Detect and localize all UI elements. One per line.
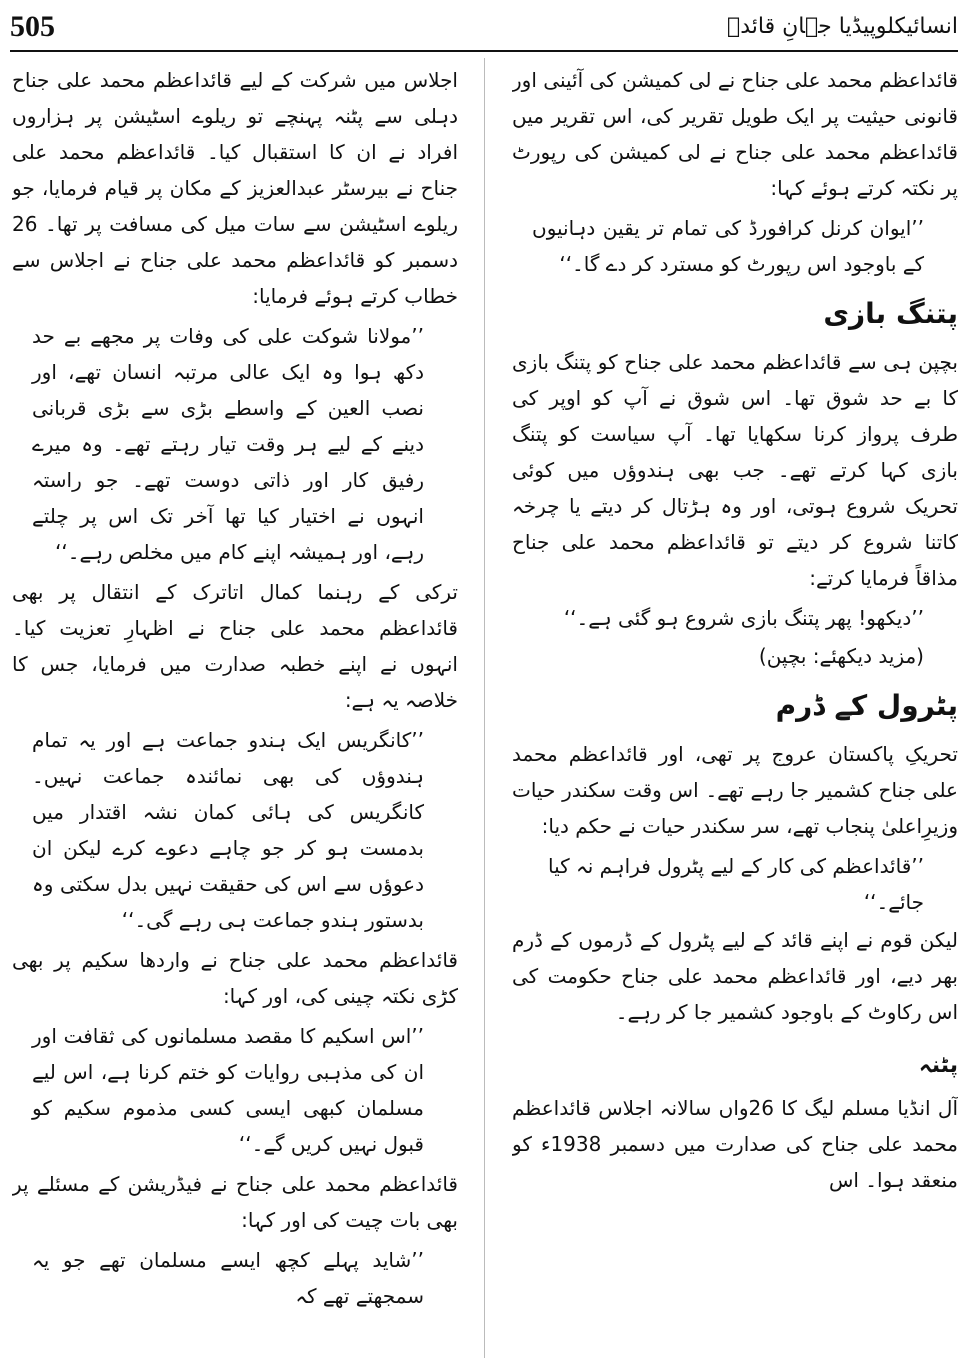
quote: ’’مولانا شوکت علی کی وفات پر مجھے بے حد دکھ ہوا وہ ایک عالی مرتبہ انسان تھے، اور نصب العین کے واسطے بڑی سے بڑی قربانی دینے کے لیے ہر وقت تیار رہتے تھے۔ وہ میرے رفیق کار اور ذاتی دوست تھے۔ جو راستہ انہوں نے اختیار کیا تھا آخر تک اس پر چلتے رہے، اور ہمیشہ اپنے کام میں مخلص رہے۔‘‘ (32, 324, 424, 564)
page-number: 505 (10, 10, 55, 43)
section-heading-kite-flying: پتنگ بازی (823, 297, 958, 330)
column-divider (484, 58, 485, 1358)
quote: ’’ایوان کرنل کرافورڈ کی تمام تر یقین دہانیوں کے باوجود اس رپورٹ کو مسترد کر دے گا۔‘‘ (532, 216, 924, 276)
running-title: انسائیکلوپیڈیا جہانِ قائدؒ (727, 14, 958, 39)
section-heading-patna: پٹنہ (918, 1053, 958, 1078)
paragraph: اجلاس میں شرکت کے لیے قائداعظم محمد علی جناح دہلی سے پٹنہ پہنچے تو ریلوے اسٹیشن پر ہزاروں افراد نے ان کا استقبال کیا۔ قائداعظم محمد علی جناح نے بیرسٹر عبدالعزیز کے مکان پر قیام فرمایا، جو ریلوے اسٹیشن سے سات میل کی مسافت پر تھا۔ 26 دسمبر کو قائداعظم محمد علی جناح نے اجلاس سے خطاب کرتے ہوئے فرمایا: (12, 68, 458, 308)
paragraph: قائداعظم محمد علی جناح نے واردھا سکیم پر بھی کڑی نکتہ چینی کی، اور کہا: (12, 948, 458, 1008)
header-rule (10, 50, 958, 52)
paragraph: ترکی کے رہنما کمال اتاترک کے انتقال پر بھی قائداعظم محمد علی جناح نے اظہارِ تعزیت کیا۔ انہوں نے اپنے خطبہ صدارت میں فرمایا، جس کا خلاصہ یہ ہے: (12, 580, 458, 712)
page-header (10, 8, 958, 48)
quote: ’’دیکھو! پھر پتنگ بازی شروع ہو گئی ہے۔‘‘ (563, 606, 924, 630)
paragraph: آل انڈیا مسلم لیگ کا 26واں سالانہ اجلاس قائداعظم محمد علی جناح کی صدارت میں دسمبر 1938ء کو منعقد ہوا۔ اس (512, 1096, 958, 1192)
quote: ’’قائداعظم کی کار کے لیے پٹرول فراہم نہ کیا جائے۔‘‘ (548, 854, 924, 914)
quote: ’’اس اسکیم کا مقصد مسلمانوں کی ثقافت اور ان کی مذہبی روایات کو ختم کرنا ہے، اس لیے مسلمان کبھی ایسی کسی مذموم سکیم کو قبول نہیں کریں گے۔‘‘ (32, 1024, 424, 1156)
see-also-note: (مزید دیکھئے: بچپن) (758, 644, 924, 668)
section-heading-petrol-drums: پٹرول کے ڈرم (775, 689, 958, 722)
quote: ’’کانگریس ایک ہندو جماعت ہے اور یہ تمام ہندوؤں کی بھی نمائندہ جماعت نہیں۔ کانگریس کی ہائی کمان نشہ اقتدار میں بدمست ہو کر جو چاہے دعوے کرے لیکن ان دعوؤں سے اس کی حقیقت نہیں بدل سکتی وہ بدستور ہندو جماعت ہی رہے گی۔‘‘ (32, 728, 424, 932)
right-column (512, 62, 958, 1357)
paragraph: قائداعظم محمد علی جناح نے لی کمیشن کی آئینی اور قانونی حیثیت پر ایک طویل تقریر کی، اس تقریر میں قائداعظم محمد علی جناح نے لی کمیشن کی رپورٹ پر نکتہ کرتے ہوئے کہا: (512, 68, 958, 200)
paragraph: قائداعظم محمد علی جناح نے فیڈریشن کے مسئلے پر بھی بات چیت کی اور کہا: (12, 1172, 458, 1232)
paragraph: بچپن ہی سے قائداعظم محمد علی جناح کو پتنگ بازی کا بے حد شوق تھا۔ اس شوق نے آپ کو اوپر کی طرف پرواز کرنا سکھایا تھا۔ آپ سیاست کو پتنگ بازی کہا کرتے تھے۔ جب بھی ہندوؤں میں کوئی تحریک شروع ہوتی، اور وہ ہڑتال کر دیتے یا چرخہ کاتنا شروع کر دیتے تو قائداعظم محمد علی جناح مذاقاً فرمایا کرتے: (512, 350, 958, 590)
paragraph: تحریکِ پاکستان عروج پر تھی، اور قائداعظم محمد علی جناح کشمیر جا رہے تھے۔ اس وقت سکندر حیات وزیرِاعلیٰ پنجاب تھے، سر سکندر حیات نے حکم دیا: (512, 742, 958, 838)
paragraph: لیکن قوم نے اپنے قائد کے لیے پٹرول کے ڈرموں کے ڈرم بھر دیے، اور قائداعظم محمد علی جناح حکومت کی اس رکاوٹ کے باوجود کشمیر جا کر رہے۔ (512, 928, 958, 1024)
quote: ’’شاید پہلے کچھ ایسے مسلمان تھے جو یہ سمجھتے تھے کہ (32, 1248, 424, 1308)
left-column (12, 62, 458, 1357)
